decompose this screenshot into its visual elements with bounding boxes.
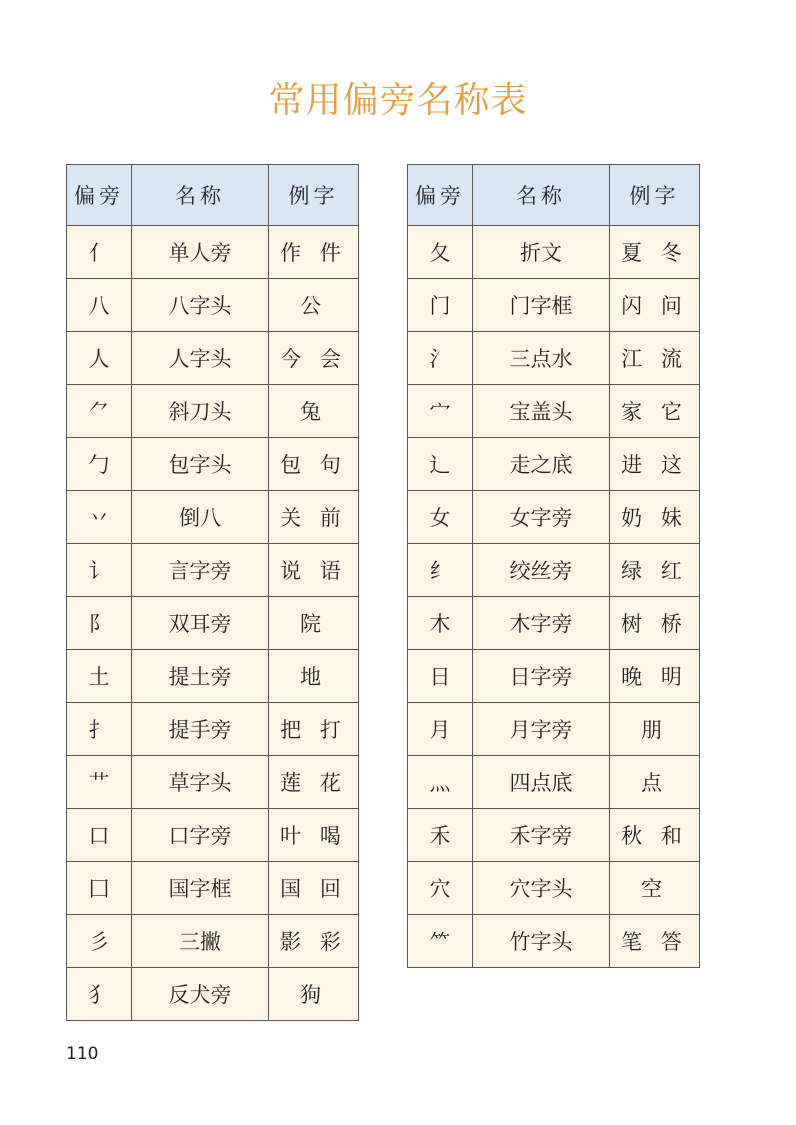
example-cell: 笔 答 [610, 915, 700, 968]
radical-cell: 宀 [408, 385, 473, 438]
radical-cell: 艹 [67, 756, 132, 809]
table-row [67, 332, 359, 385]
name-cell: 草字头 [132, 756, 269, 809]
example-cell: 闪 问 [610, 279, 700, 332]
example-cell: 地 [269, 650, 359, 703]
radical-cell: ⺮ [408, 915, 473, 968]
example-cell: 作 件 [269, 226, 359, 279]
radical-cell: 口 [67, 809, 132, 862]
header-radical: 偏旁 [408, 165, 473, 226]
table-row [67, 438, 359, 491]
table-row [67, 968, 359, 1021]
table-row [67, 385, 359, 438]
header-radical: 偏旁 [67, 165, 132, 226]
table-row [67, 491, 359, 544]
table-row [408, 332, 700, 385]
header-name: 名称 [473, 165, 610, 226]
radical-cell: 木 [408, 597, 473, 650]
table-row [408, 915, 700, 968]
name-cell: 口字旁 [132, 809, 269, 862]
header-example: 例字 [269, 165, 359, 226]
radical-cell: 氵 [408, 332, 473, 385]
radical-cell: 人 [67, 332, 132, 385]
example-cell: 家 它 [610, 385, 700, 438]
radical-cell: 辶 [408, 438, 473, 491]
name-cell: 四点底 [473, 756, 610, 809]
table-row [67, 597, 359, 650]
name-cell: 日字旁 [473, 650, 610, 703]
table-row [67, 809, 359, 862]
example-cell: 夏 冬 [610, 226, 700, 279]
radical-cell: 囗 [67, 862, 132, 915]
example-cell: 把 打 [269, 703, 359, 756]
example-cell: 公 [269, 279, 359, 332]
table-row [408, 491, 700, 544]
name-cell: 双耳旁 [132, 597, 269, 650]
radical-cell: 纟 [408, 544, 473, 597]
table-row [67, 703, 359, 756]
table-row [67, 862, 359, 915]
name-cell: 门字框 [473, 279, 610, 332]
name-cell: 包字头 [132, 438, 269, 491]
table-row [67, 756, 359, 809]
example-cell: 国 回 [269, 862, 359, 915]
radical-cell: 八 [67, 279, 132, 332]
radical-cell: 禾 [408, 809, 473, 862]
table-row [67, 279, 359, 332]
example-cell: 晚 明 [610, 650, 700, 703]
table-row [408, 226, 700, 279]
radical-cell: 彡 [67, 915, 132, 968]
name-cell: 禾字旁 [473, 809, 610, 862]
example-cell: 朋 [610, 703, 700, 756]
table-row [67, 544, 359, 597]
name-cell: 倒八 [132, 491, 269, 544]
radical-cell: 阝 [67, 597, 132, 650]
example-cell: 江 流 [610, 332, 700, 385]
example-cell: 关 前 [269, 491, 359, 544]
example-cell: 莲 花 [269, 756, 359, 809]
table-row [408, 385, 700, 438]
table-header-row [408, 165, 700, 226]
page-title: 常用偏旁名称表 [268, 80, 528, 121]
radical-cell: 灬 [408, 756, 473, 809]
name-cell: 三点水 [473, 332, 610, 385]
radical-cell: 丷 [67, 491, 132, 544]
radical-cell: 扌 [67, 703, 132, 756]
name-cell: 走之底 [473, 438, 610, 491]
radical-cell: 讠 [67, 544, 132, 597]
table-row [408, 862, 700, 915]
example-cell: 院 [269, 597, 359, 650]
table-row [408, 756, 700, 809]
radical-cell: 门 [408, 279, 473, 332]
radical-table-left [66, 164, 359, 1021]
name-cell: 言字旁 [132, 544, 269, 597]
example-cell: 空 [610, 862, 700, 915]
radical-cell: 犭 [67, 968, 132, 1021]
example-cell: 秋 和 [610, 809, 700, 862]
example-cell: 今 会 [269, 332, 359, 385]
radical-cell: 穴 [408, 862, 473, 915]
name-cell: 单人旁 [132, 226, 269, 279]
radical-cell: 勹 [67, 438, 132, 491]
radical-cell: 亻 [67, 226, 132, 279]
example-cell: 奶 妹 [610, 491, 700, 544]
name-cell: 绞丝旁 [473, 544, 610, 597]
example-cell: 狗 [269, 968, 359, 1021]
table-row [408, 544, 700, 597]
table-row [408, 703, 700, 756]
radical-cell: 女 [408, 491, 473, 544]
table-row [408, 809, 700, 862]
name-cell: 宝盖头 [473, 385, 610, 438]
name-cell: 三撇 [132, 915, 269, 968]
radical-cell: ⺈ [67, 385, 132, 438]
example-cell: 影 彩 [269, 915, 359, 968]
example-cell: 兔 [269, 385, 359, 438]
table-header-row [67, 165, 359, 226]
radical-cell: 月 [408, 703, 473, 756]
name-cell: 斜刀头 [132, 385, 269, 438]
table-row [408, 279, 700, 332]
name-cell: 反犬旁 [132, 968, 269, 1021]
header-example: 例字 [610, 165, 700, 226]
name-cell: 提土旁 [132, 650, 269, 703]
name-cell: 折文 [473, 226, 610, 279]
example-cell: 包 句 [269, 438, 359, 491]
table-row [408, 650, 700, 703]
name-cell: 木字旁 [473, 597, 610, 650]
example-cell: 叶 喝 [269, 809, 359, 862]
table-row [408, 438, 700, 491]
example-cell: 说 语 [269, 544, 359, 597]
page-number: 110 [66, 1044, 99, 1064]
name-cell: 月字旁 [473, 703, 610, 756]
radical-table-right [407, 164, 700, 968]
name-cell: 提手旁 [132, 703, 269, 756]
example-cell: 树 桥 [610, 597, 700, 650]
radical-cell: 土 [67, 650, 132, 703]
name-cell: 八字头 [132, 279, 269, 332]
table-row [67, 650, 359, 703]
name-cell: 女字旁 [473, 491, 610, 544]
header-name: 名称 [132, 165, 269, 226]
name-cell: 穴字头 [473, 862, 610, 915]
name-cell: 人字头 [132, 332, 269, 385]
table-row [408, 597, 700, 650]
radical-cell: 夂 [408, 226, 473, 279]
name-cell: 竹字头 [473, 915, 610, 968]
example-cell: 点 [610, 756, 700, 809]
name-cell: 国字框 [132, 862, 269, 915]
radical-cell: 日 [408, 650, 473, 703]
example-cell: 进 这 [610, 438, 700, 491]
table-row [67, 226, 359, 279]
example-cell: 绿 红 [610, 544, 700, 597]
table-row [67, 915, 359, 968]
